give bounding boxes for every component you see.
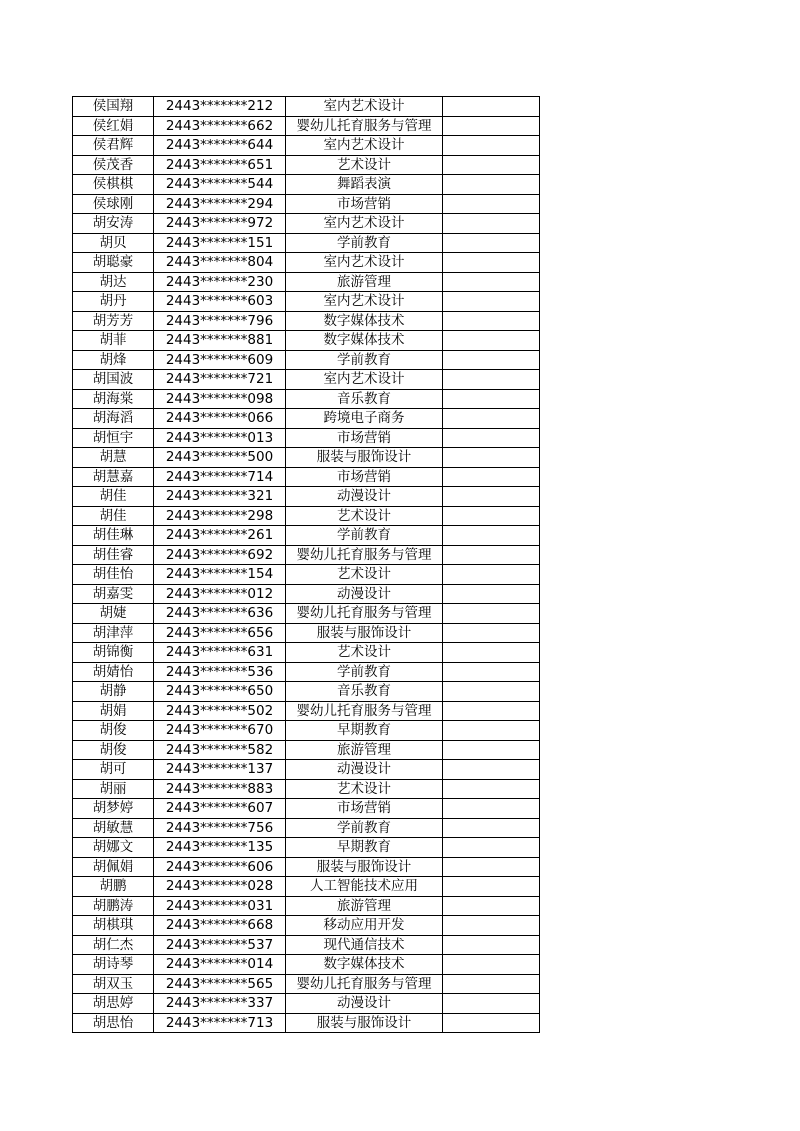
student-name-cell: 胡菲 [73, 331, 154, 351]
student-id-cell: 2443*******651 [154, 155, 286, 175]
note-cell [443, 584, 540, 604]
student-name-cell: 胡鹏 [73, 877, 154, 897]
table-row [73, 818, 540, 838]
student-id-cell: 2443*******756 [154, 818, 286, 838]
student-id-cell: 2443*******662 [154, 116, 286, 136]
student-name-cell: 胡娜文 [73, 838, 154, 858]
table-row [73, 896, 540, 916]
student-name-cell: 胡婧怡 [73, 662, 154, 682]
major-cell: 艺术设计 [286, 643, 443, 663]
major-cell: 婴幼儿托育服务与管理 [286, 974, 443, 994]
student-id-cell: 2443*******031 [154, 896, 286, 916]
table-row [73, 545, 540, 565]
student-name-cell: 侯棋棋 [73, 175, 154, 195]
major-cell: 音乐教育 [286, 389, 443, 409]
table-row [73, 175, 540, 195]
student-id-cell: 2443*******606 [154, 857, 286, 877]
note-cell [443, 253, 540, 273]
student-name-cell: 胡可 [73, 760, 154, 780]
table-row [73, 643, 540, 663]
note-cell [443, 233, 540, 253]
table-row [73, 467, 540, 487]
student-name-cell: 胡贝 [73, 233, 154, 253]
note-cell [443, 545, 540, 565]
student-name-cell: 胡佳睿 [73, 545, 154, 565]
student-id-cell: 2443*******098 [154, 389, 286, 409]
student-id-cell: 2443*******261 [154, 526, 286, 546]
student-name-cell: 侯红娟 [73, 116, 154, 136]
major-cell: 动漫设计 [286, 760, 443, 780]
student-name-cell: 胡慧 [73, 448, 154, 468]
table-row [73, 877, 540, 897]
student-id-cell: 2443*******321 [154, 487, 286, 507]
note-cell [443, 994, 540, 1014]
major-cell: 学前教育 [286, 233, 443, 253]
major-cell: 移动应用开发 [286, 916, 443, 936]
note-cell [443, 292, 540, 312]
note-cell [443, 721, 540, 741]
student-id-cell: 2443*******212 [154, 97, 286, 117]
major-cell: 跨境电子商务 [286, 409, 443, 429]
note-cell [443, 974, 540, 994]
roster-body [73, 97, 540, 1033]
major-cell: 市场营销 [286, 194, 443, 214]
student-id-cell: 2443*******804 [154, 253, 286, 273]
student-id-cell: 2443*******607 [154, 799, 286, 819]
note-cell [443, 136, 540, 156]
note-cell [443, 916, 540, 936]
student-name-cell: 胡静 [73, 682, 154, 702]
student-id-cell: 2443*******137 [154, 760, 286, 780]
student-name-cell: 胡佳怡 [73, 565, 154, 585]
student-id-cell: 2443*******014 [154, 955, 286, 975]
note-cell [443, 682, 540, 702]
student-name-cell: 胡棋琪 [73, 916, 154, 936]
major-cell: 学前教育 [286, 350, 443, 370]
note-cell [443, 155, 540, 175]
student-name-cell: 胡佳 [73, 506, 154, 526]
table-row [73, 116, 540, 136]
note-cell [443, 467, 540, 487]
student-id-cell: 2443*******670 [154, 721, 286, 741]
note-cell [443, 623, 540, 643]
note-cell [443, 448, 540, 468]
note-cell [443, 896, 540, 916]
table-row [73, 623, 540, 643]
table-row [73, 1013, 540, 1033]
student-name-cell: 胡鹏涛 [73, 896, 154, 916]
note-cell [443, 779, 540, 799]
major-cell: 旅游管理 [286, 740, 443, 760]
note-cell [443, 97, 540, 117]
student-name-cell: 胡诗琴 [73, 955, 154, 975]
student-name-cell: 胡国波 [73, 370, 154, 390]
major-cell: 旅游管理 [286, 896, 443, 916]
table-row [73, 838, 540, 858]
student-id-cell: 2443*******154 [154, 565, 286, 585]
student-name-cell: 胡海滔 [73, 409, 154, 429]
student-id-cell: 2443*******135 [154, 838, 286, 858]
table-row [73, 331, 540, 351]
table-row [73, 799, 540, 819]
table-row [73, 740, 540, 760]
student-name-cell: 胡慧嘉 [73, 467, 154, 487]
student-id-cell: 2443*******230 [154, 272, 286, 292]
note-cell [443, 175, 540, 195]
student-name-cell: 胡娟 [73, 701, 154, 721]
student-name-cell: 胡烽 [73, 350, 154, 370]
note-cell [443, 604, 540, 624]
table-row [73, 565, 540, 585]
note-cell [443, 116, 540, 136]
student-id-cell: 2443*******500 [154, 448, 286, 468]
student-name-cell: 胡锦衡 [73, 643, 154, 663]
table-row [73, 584, 540, 604]
student-name-cell: 胡佳 [73, 487, 154, 507]
student-id-cell: 2443*******714 [154, 467, 286, 487]
student-id-cell: 2443*******537 [154, 935, 286, 955]
major-cell: 婴幼儿托育服务与管理 [286, 604, 443, 624]
major-cell: 学前教育 [286, 818, 443, 838]
student-name-cell: 胡思婷 [73, 994, 154, 1014]
table-row [73, 370, 540, 390]
student-name-cell: 胡俊 [73, 740, 154, 760]
major-cell: 室内艺术设计 [286, 292, 443, 312]
note-cell [443, 194, 540, 214]
student-name-cell: 胡双玉 [73, 974, 154, 994]
student-id-cell: 2443*******883 [154, 779, 286, 799]
student-name-cell: 侯茂香 [73, 155, 154, 175]
student-id-cell: 2443*******502 [154, 701, 286, 721]
major-cell: 数字媒体技术 [286, 955, 443, 975]
student-id-cell: 2443*******631 [154, 643, 286, 663]
student-id-cell: 2443*******721 [154, 370, 286, 390]
note-cell [443, 350, 540, 370]
note-cell [443, 409, 540, 429]
table-row [73, 955, 540, 975]
table-row [73, 194, 540, 214]
student-id-cell: 2443*******066 [154, 409, 286, 429]
major-cell: 数字媒体技术 [286, 331, 443, 351]
table-row [73, 233, 540, 253]
major-cell: 音乐教育 [286, 682, 443, 702]
table-row [73, 701, 540, 721]
note-cell [443, 662, 540, 682]
student-id-cell: 2443*******644 [154, 136, 286, 156]
note-cell [443, 955, 540, 975]
student-id-cell: 2443*******298 [154, 506, 286, 526]
student-id-cell: 2443*******668 [154, 916, 286, 936]
table-row [73, 721, 540, 741]
student-id-cell: 2443*******603 [154, 292, 286, 312]
note-cell [443, 877, 540, 897]
table-row [73, 136, 540, 156]
table-row [73, 350, 540, 370]
note-cell [443, 740, 540, 760]
note-cell [443, 838, 540, 858]
student-name-cell: 胡津萍 [73, 623, 154, 643]
student-name-cell: 胡佳琳 [73, 526, 154, 546]
major-cell: 室内艺术设计 [286, 97, 443, 117]
note-cell [443, 272, 540, 292]
note-cell [443, 428, 540, 448]
student-id-cell: 2443*******796 [154, 311, 286, 331]
major-cell: 室内艺术设计 [286, 214, 443, 234]
student-name-cell: 胡安涛 [73, 214, 154, 234]
note-cell [443, 389, 540, 409]
student-name-cell: 胡思怡 [73, 1013, 154, 1033]
major-cell: 艺术设计 [286, 155, 443, 175]
table-row [73, 214, 540, 234]
table-row [73, 428, 540, 448]
student-id-cell: 2443*******650 [154, 682, 286, 702]
major-cell: 市场营销 [286, 428, 443, 448]
student-id-cell: 2443*******012 [154, 584, 286, 604]
student-name-cell: 胡芳芳 [73, 311, 154, 331]
table-row [73, 292, 540, 312]
student-name-cell: 侯君辉 [73, 136, 154, 156]
student-name-cell: 胡达 [73, 272, 154, 292]
table-row [73, 760, 540, 780]
major-cell: 早期教育 [286, 721, 443, 741]
note-cell [443, 526, 540, 546]
table-row [73, 155, 540, 175]
major-cell: 动漫设计 [286, 584, 443, 604]
table-row [73, 253, 540, 273]
table-row [73, 487, 540, 507]
major-cell: 服装与服饰设计 [286, 1013, 443, 1033]
student-id-cell: 2443*******881 [154, 331, 286, 351]
student-name-cell: 胡仁杰 [73, 935, 154, 955]
note-cell [443, 935, 540, 955]
student-name-cell: 胡丽 [73, 779, 154, 799]
student-id-cell: 2443*******294 [154, 194, 286, 214]
table-row [73, 272, 540, 292]
student-id-cell: 2443*******609 [154, 350, 286, 370]
table-row [73, 682, 540, 702]
major-cell: 婴幼儿托育服务与管理 [286, 701, 443, 721]
major-cell: 室内艺术设计 [286, 136, 443, 156]
major-cell: 人工智能技术应用 [286, 877, 443, 897]
student-id-cell: 2443*******713 [154, 1013, 286, 1033]
student-name-cell: 胡梦婷 [73, 799, 154, 819]
note-cell [443, 701, 540, 721]
student-name-cell: 胡婕 [73, 604, 154, 624]
note-cell [443, 857, 540, 877]
note-cell [443, 818, 540, 838]
major-cell: 学前教育 [286, 526, 443, 546]
student-id-cell: 2443*******692 [154, 545, 286, 565]
major-cell: 动漫设计 [286, 487, 443, 507]
major-cell: 服装与服饰设计 [286, 623, 443, 643]
major-cell: 市场营销 [286, 467, 443, 487]
major-cell: 婴幼儿托育服务与管理 [286, 116, 443, 136]
table-row [73, 662, 540, 682]
student-name-cell: 侯国翔 [73, 97, 154, 117]
major-cell: 室内艺术设计 [286, 253, 443, 273]
table-row [73, 857, 540, 877]
student-id-cell: 2443*******028 [154, 877, 286, 897]
note-cell [443, 565, 540, 585]
note-cell [443, 506, 540, 526]
student-id-cell: 2443*******582 [154, 740, 286, 760]
table-row [73, 389, 540, 409]
student-name-cell: 胡嘉雯 [73, 584, 154, 604]
table-row [73, 604, 540, 624]
table-row [73, 311, 540, 331]
table-row [73, 409, 540, 429]
major-cell: 现代通信技术 [286, 935, 443, 955]
student-id-cell: 2443*******565 [154, 974, 286, 994]
student-id-cell: 2443*******337 [154, 994, 286, 1014]
major-cell: 数字媒体技术 [286, 311, 443, 331]
major-cell: 早期教育 [286, 838, 443, 858]
note-cell [443, 760, 540, 780]
student-name-cell: 胡佩娟 [73, 857, 154, 877]
major-cell: 艺术设计 [286, 506, 443, 526]
major-cell: 婴幼儿托育服务与管理 [286, 545, 443, 565]
student-id-cell: 2443*******013 [154, 428, 286, 448]
major-cell: 室内艺术设计 [286, 370, 443, 390]
major-cell: 学前教育 [286, 662, 443, 682]
major-cell: 动漫设计 [286, 994, 443, 1014]
note-cell [443, 214, 540, 234]
table-row [73, 916, 540, 936]
note-cell [443, 331, 540, 351]
student-name-cell: 胡丹 [73, 292, 154, 312]
note-cell [443, 311, 540, 331]
note-cell [443, 370, 540, 390]
student-id-cell: 2443*******636 [154, 604, 286, 624]
table-row [73, 974, 540, 994]
note-cell [443, 643, 540, 663]
table-row [73, 526, 540, 546]
student-name-cell: 胡俊 [73, 721, 154, 741]
major-cell: 艺术设计 [286, 779, 443, 799]
roster-table [72, 96, 540, 1033]
table-row [73, 448, 540, 468]
table-row [73, 97, 540, 117]
note-cell [443, 1013, 540, 1033]
student-name-cell: 胡恒宇 [73, 428, 154, 448]
table-row [73, 994, 540, 1014]
student-name-cell: 胡聪豪 [73, 253, 154, 273]
major-cell: 服装与服饰设计 [286, 857, 443, 877]
major-cell: 旅游管理 [286, 272, 443, 292]
note-cell [443, 487, 540, 507]
student-id-cell: 2443*******544 [154, 175, 286, 195]
major-cell: 舞蹈表演 [286, 175, 443, 195]
major-cell: 服装与服饰设计 [286, 448, 443, 468]
student-id-cell: 2443*******656 [154, 623, 286, 643]
student-name-cell: 胡海棠 [73, 389, 154, 409]
note-cell [443, 799, 540, 819]
student-name-cell: 侯球刚 [73, 194, 154, 214]
student-id-cell: 2443*******536 [154, 662, 286, 682]
student-name-cell: 胡敏慧 [73, 818, 154, 838]
table-row [73, 935, 540, 955]
major-cell: 艺术设计 [286, 565, 443, 585]
table-row [73, 779, 540, 799]
student-id-cell: 2443*******151 [154, 233, 286, 253]
major-cell: 市场营销 [286, 799, 443, 819]
table-row [73, 506, 540, 526]
student-id-cell: 2443*******972 [154, 214, 286, 234]
